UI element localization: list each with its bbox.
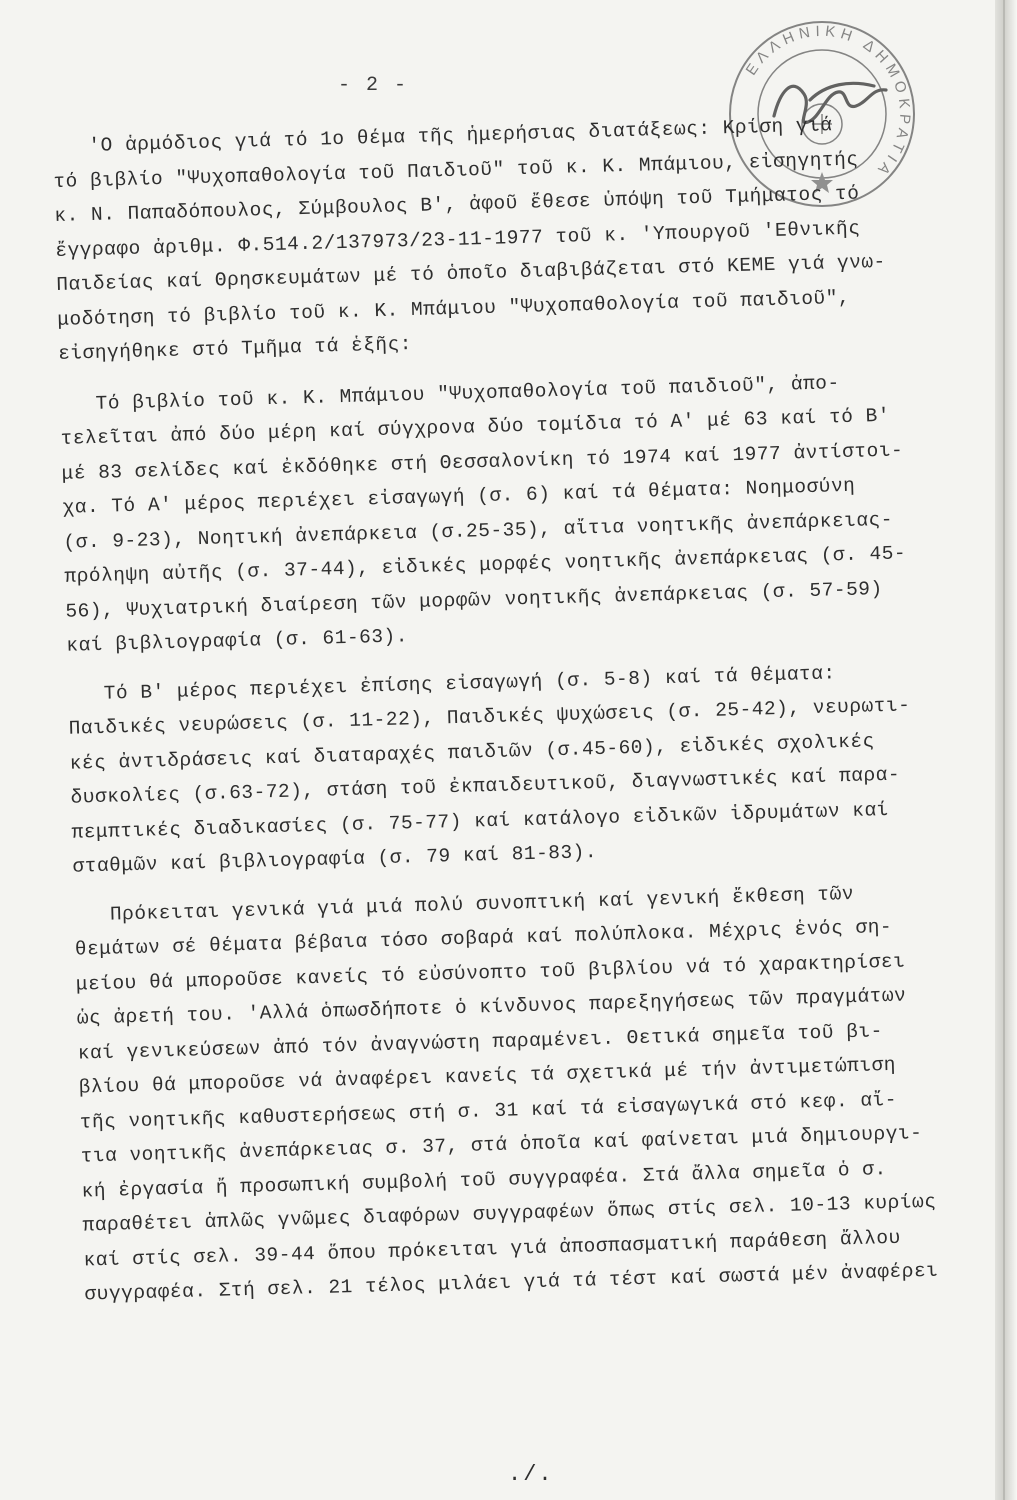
text-line: καί στίς σελ. 39-44 ὅπου πρόκειται γιά ἀποσπασματική παράθεση ἄλλου [83, 1226, 902, 1272]
text-line: Παιδικές νευρώσεις (σ. 11-22), Παιδικές ψυχώσεις (σ. 25-42), νευρωτι- [68, 694, 911, 740]
paragraph-3 [67, 652, 977, 884]
text-line: καί γενικεύσεων ἀπό τόν ἀναγνώστη παραμένει. Θετικά σημεῖα τοῦ βι- [77, 1019, 884, 1065]
paragraph-2 [59, 362, 971, 663]
text-line: ἔγγραφο ἀριθμ. Φ.514.2/137973/23-11-1977 τοῦ κ. 'Υπουργοῦ 'Εθνικῆς [55, 216, 861, 262]
text-line: δυσκολίες (σ.63-72), στάση τοῦ ἐκπαιδευτικοῦ, διαγνωστικές καί παρα- [70, 763, 901, 809]
text-line: πεμπτικές διαδικασίες (σ. 75-77) καί κατάλογο εἰδικῶν ἱδρυμάτων καί [71, 798, 890, 844]
text-line: κή ἐργασία ἤ προσωπική συμβολή τοῦ συγγραφέα. Στά ἄλλα σημεῖα ὁ σ. [81, 1157, 887, 1203]
text-line: Τό Β' μέρος περιέχει ἐπίσης εἰσαγωγή (σ. 5-8) καί τά θέματα: [103, 661, 836, 705]
text-line: Πρόκειται γενικά γιά μιά πολύ συνοπτική καί γενική ἔκθεση τῶν [109, 882, 855, 926]
text-line: σταθμῶν καί βιβλιογραφία (σ. 79 καί 81-83). [72, 841, 598, 878]
text-line: κ. Ν. Παπαδόπουλος, Σύμβουλος Β', ἀφοῦ ἔθεσε ὑπόψη τοῦ Τμήματος τό [54, 182, 860, 227]
text-line: παραθέτει ἁπλῶς γνῶμες διαφόρων συγγραφέων ὅπως στίς σελ. 10-13 κυρίως [82, 1190, 937, 1237]
text-line: 'Ο ἁρμόδιος γιά τό 1ο θέμα τῆς ἡμερήσιας διατάξεως: Κρίση γιά [88, 114, 833, 157]
text-line: βλίου θά μποροῦσε νά ἀναφέρει κανείς τά σχετικά μέ τήν ἀντιμετώπιση [78, 1053, 897, 1099]
letter-body [52, 105, 990, 1312]
text-line: τια νοητικῆς ἀνεπάρκειας σ. 37, στά ὁποῖα καί φαίνεται μιά δημιουργι- [80, 1122, 923, 1168]
page-number: - 2 - [338, 74, 409, 97]
text-line: ὡς ἀρετή του. 'Αλλά ὁπωσδήποτε ὁ κίνδυνος παρεξηγήσεως τῶν πραγμάτων [76, 984, 907, 1030]
text-line: τελεῖται ἀπό δύο μέρη καί σύγχρονα δύο τομίδια τό Α' μέ 63 καί τό Β' [60, 404, 891, 450]
continuation-mark: ./. [508, 1462, 554, 1487]
paragraph-1 [52, 105, 963, 372]
text-line: μοδότηση τό βιβλίο τοῦ κ. Κ. Μπάμιου "Ψυχοπαθολογία τοῦ παιδιοῦ", [56, 286, 851, 331]
stamp-ring-text: ΕΛΛΗΝΙΚΗ ΔΗΜΟΚΡΑΤΙΑ [742, 22, 914, 182]
text-line: κές ἀντιδράσεις καί διαταραχές παιδιῶν (σ.45-60), εἰδικές σχολικές [69, 729, 876, 775]
paragraph-4 [73, 873, 989, 1312]
text-line: (σ. 9-23), Νοητική ἀνεπάρκεια (σ.25-35), αἴτια νοητικῆς ἀνεπάρκειας- [63, 508, 894, 554]
text-line: 56), Ψυχιατρική διαίρεση τῶν μορφῶν νοητικῆς ἀνεπάρκειας (σ. 57-59) [65, 577, 883, 623]
text-line: χα. Τό Α' μέρος περιέχει εἰσαγωγή (σ. 6) καί τά θέματα: Νοημοσύνη [62, 474, 856, 519]
text-line: Τό βιβλίο τοῦ κ. Κ. Μπάμιου "Ψυχοπαθολογία τοῦ παιδιοῦ", ἀπο- [95, 371, 840, 415]
text-line: εἰσηγήθηκε στό Τμῆμα τά ἑξῆς: [57, 333, 413, 365]
text-line: τῆς νοητικῆς καθυστερήσεως στή σ. 31 καί τά εἰσαγωγικά στό κεφ. αἴ- [79, 1088, 898, 1134]
page-edge [995, 0, 1017, 1500]
text-line: συγγραφέα. Στή σελ. 21 τέλος μιλάει γιά τά τέστ καί σωστά μέν ἀναφέρει [84, 1259, 939, 1306]
text-line: Παιδείας καί Θρησκευμάτων μέ τό ὁποῖο διαβιβάζεται στό ΚΕΜΕ γιά γνω- [56, 250, 887, 296]
text-line: πρόληψη αὐτῆς (σ. 37-44), εἰδικές μορφές νοητικῆς ἀνεπάρκειας (σ. 45- [64, 542, 907, 588]
text-line: μείου θά μποροῦσε κανείς τό εὐσύνοπτο τοῦ βιβλίου νά τό χαρακτηρίσει [75, 950, 906, 996]
text-line: καί βιβλιογραφία (σ. 61-63). [66, 625, 409, 657]
text-line: τό βιβλίο "Ψυχοπαθολογία τοῦ Παιδιοῦ" τοῦ κ. Κ. Μπάμιου, εἰσηγητής [53, 147, 859, 193]
text-line: θεμάτων σέ θέματα βέβαια τόσο σοβαρά καί πολύπλοκα. Μέχρις ἑνός ση- [74, 915, 893, 961]
text-line: μέ 83 σελίδες καί ἐκδόθηκε στή Θεσσαλονίκη τό 1974 καί 1977 ἀντίστοι- [61, 438, 904, 485]
